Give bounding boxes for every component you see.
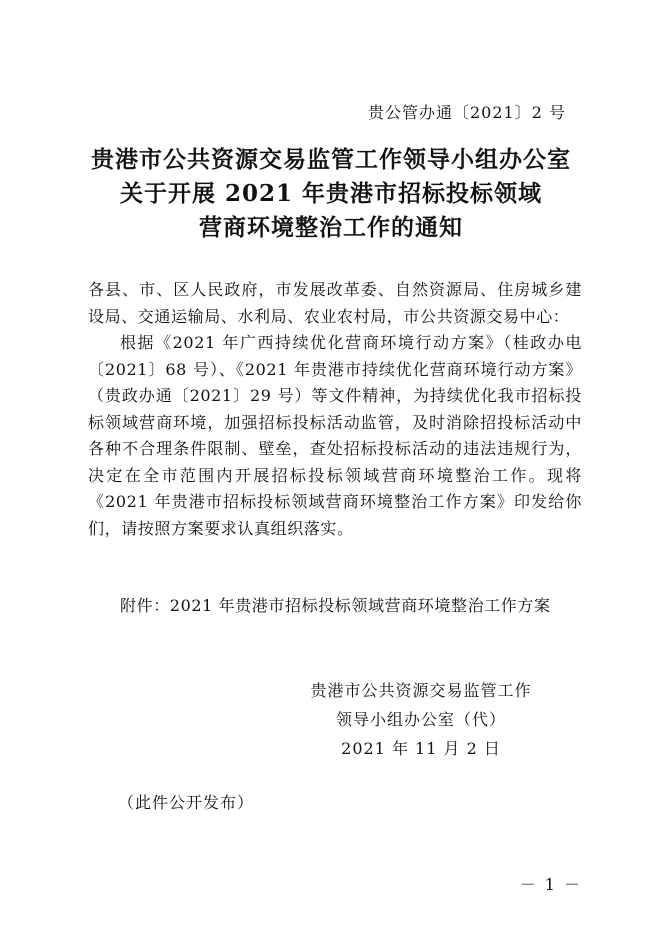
title-line-3: 营商环境整治工作的通知 [199,214,463,241]
page-number: － 1 － [519,875,582,894]
document-number: 贵公管办通〔2021〕2 号 [368,103,566,122]
signature-block [282,676,560,763]
attachment-line: 附件：2021 年贵港市招标投标领域营商环境整治工作方案 [120,596,551,615]
public-release-note: （此件公开发布） [118,793,255,812]
document-body [88,277,582,542]
title-line-2: 关于开展 2021 年贵港市招标投标领域 [119,180,543,207]
issuing-organization-line-1: 贵港市公共资源交易监管工作 [310,681,532,700]
document-title [60,143,602,245]
issuing-organization-line-2: 领导小组办公室（代） [335,710,506,729]
addressees: 各县、市、区人民政府，市发展改革委、自然资源局、住房城乡建设局、交通运输局、水利局、农业农村局，市公共资源交易中心： [88,280,582,326]
issue-date: 2021 年 11 月 2 日 [341,739,501,758]
title-line-1: 贵港市公共资源交易监管工作领导小组办公室 [91,146,571,173]
main-paragraph: 根据《2021 年广西持续优化营商环境行动方案》（桂政办电〔2021〕68 号）、《2021 年贵港市持续优化营商环境行动方案》（贵政办通〔2021〕29 号）等文件精神，为持续优化我市招标投标领域营商环境，加强招标投标活动监管，及时消除招投标活动中各种不合理条件限制、壁垒，查处招标投标活动的违法违规行为，决定在全市范围内开展招标投标领域营商环境整治工作。现将《2021 年贵港市招标投标领域营商环境整治工作方案》印发给你们，请按照方案要求认真组织落实。 [88,333,582,538]
